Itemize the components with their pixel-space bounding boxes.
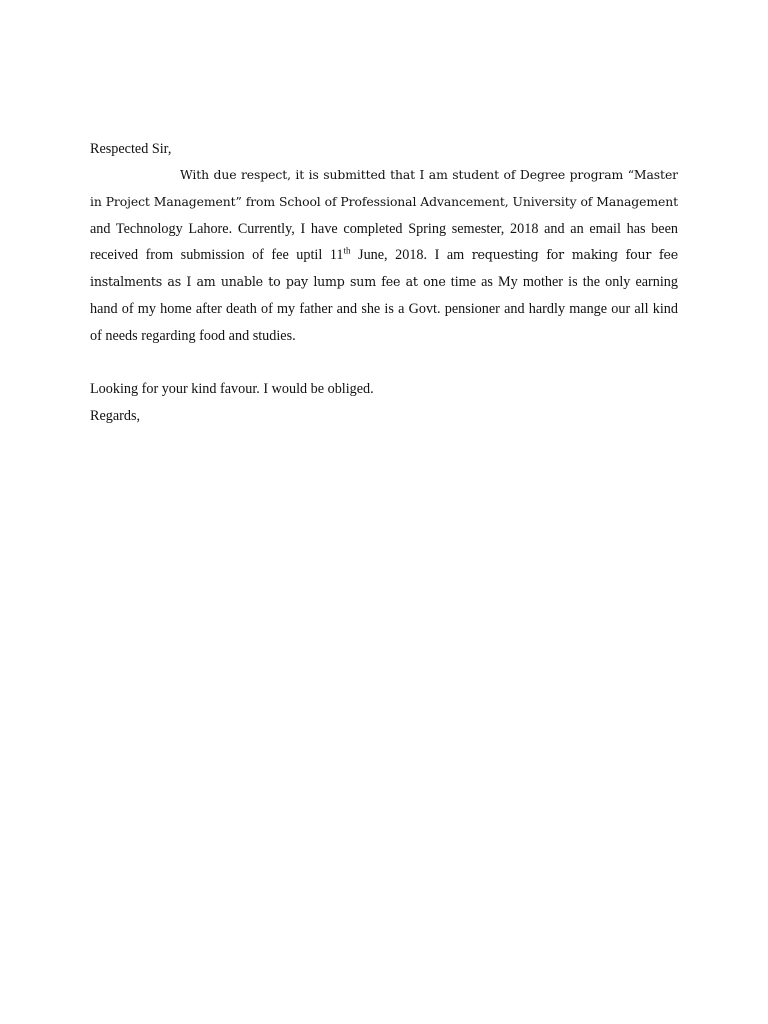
request-emphasis: requesting for making four fee instalments as I am unable to pay lump sum fee at one: [90, 247, 678, 290]
salutation: Respected Sir,: [90, 141, 172, 157]
paragraph-text-4: time as My mother is the only earning hand of my home after death of my father and she is a Govt. pensioner and hardly mange our all kind of needs regarding food and studies.: [90, 274, 678, 344]
body-paragraph: [90, 162, 678, 350]
paragraph-text-1: With due respect, it is submitted that I am student of Degree program “Master in Project Management” from School of Professional Advancement, University of Management: [90, 167, 678, 209]
letter-body: [90, 136, 678, 430]
regards-line: Regards,: [90, 407, 141, 424]
closing-line: Looking for your kind favour. I would be obliged.: [90, 380, 374, 397]
paragraph-text-2: and Technology Lahore. Currently, I have completed Spring semester, 2018 and an email has been received from submission of fee uptil 11: [90, 220, 678, 264]
date-superscript: th: [343, 245, 351, 256]
paragraph-text-3: June, 2018. I am: [350, 247, 472, 264]
